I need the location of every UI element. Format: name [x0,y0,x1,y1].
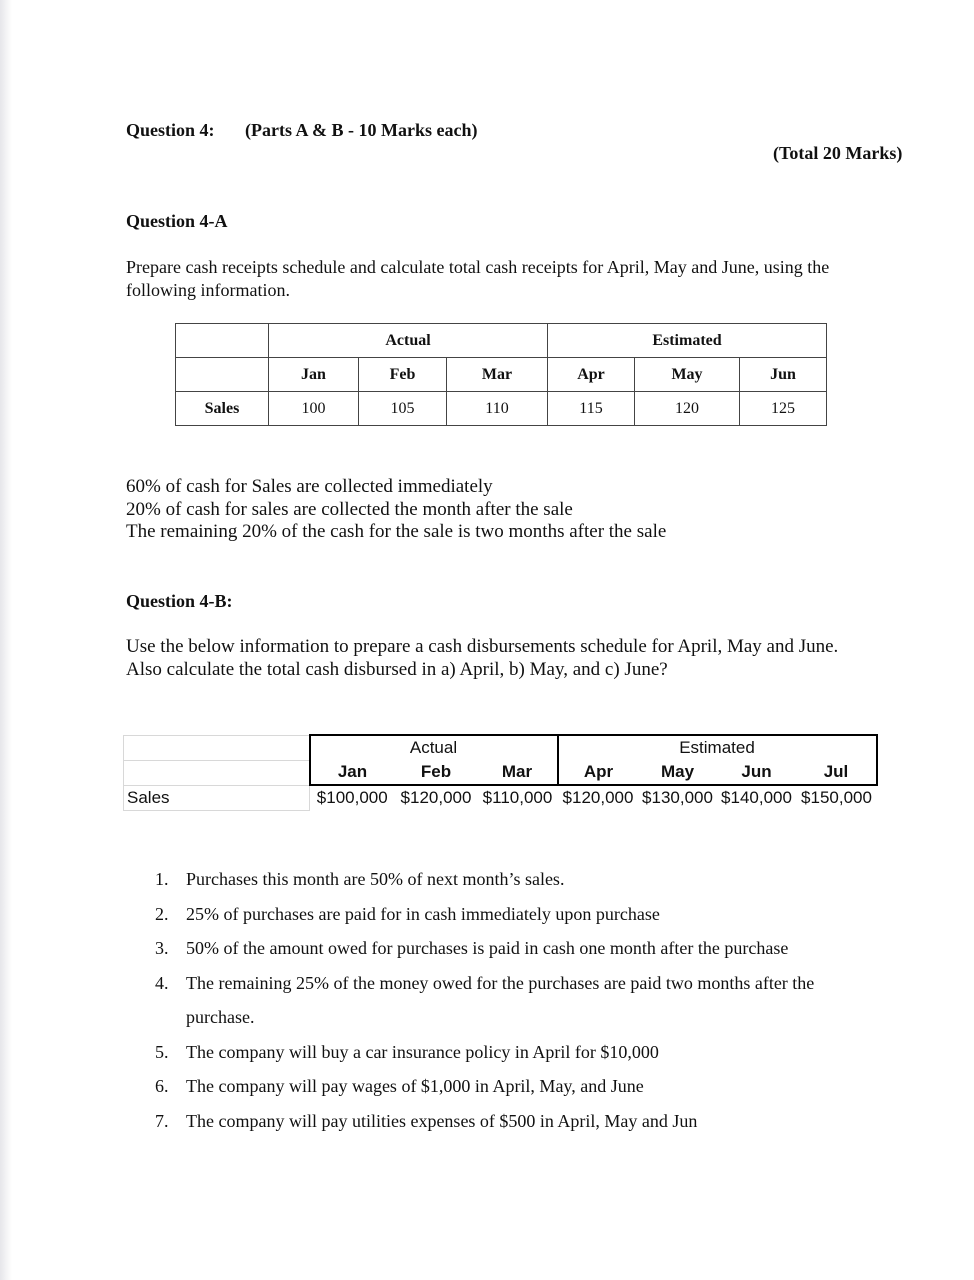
question-4b-intro-line-2: Also calculate the total cash disbursed in a) April, b) May, and c) June? [126,659,668,680]
question-4-total-marks: (Total 20 Marks) [773,143,903,163]
actual-header: Actual [310,735,558,760]
list-number: 1. [155,869,169,889]
list-item [155,1035,814,1070]
month-header: Mar [478,760,558,785]
question-4a-heading: Question 4-A [126,211,228,231]
sales-value: 110 [447,392,548,426]
list-number: 6. [155,1076,169,1096]
sales-value: $120,000 [562,788,634,807]
month-header: Feb [359,358,447,392]
list-number: 3. [155,938,169,958]
month-header: Apr [548,358,635,392]
list-text: The company will buy a car insurance policy in April for $10,000 [186,1041,659,1062]
month-header: Jan [269,358,359,392]
list-item [155,1104,814,1139]
list-text: The company will pay utilities expenses of $500 in April, May and Jun [186,1110,698,1131]
sales-value: 100 [269,392,359,426]
list-text: 50% of the amount owed for purchases is paid in cash one month after the purchase [186,938,789,958]
collection-note-2: 20% of cash for sales are collected the month after the sale [126,499,573,520]
month-header: Mar [447,358,548,392]
list-number: 4. [155,972,169,993]
sales-value: $140,000 [721,788,792,807]
collection-note-3: The remaining 20% of the cash for the sale is two months after the sale [126,521,667,542]
question-4b-intro-line-1: Use the below information to prepare a cash disbursements schedule for April, May and June. [126,636,839,657]
question-4-label: Question 4: [126,120,215,140]
table-row [124,760,877,785]
conditions-list [155,862,814,1138]
list-item [155,1069,814,1104]
sales-table-b-wrapper [123,734,878,811]
list-number: 5. [155,1041,169,1062]
sales-value: 125 [740,392,827,426]
list-text: The remaining 25% of the money owed for the purchases are paid two months after the [186,972,815,993]
empty-cell [124,735,310,760]
month-header: Feb [395,760,478,785]
estimated-header: Estimated [548,324,827,358]
month-header: Jan [310,760,395,785]
list-number: 7. [155,1110,169,1131]
question-4a-intro-line-1: Prepare cash receipts schedule and calculate total cash receipts for April, May and June, using the [126,257,830,277]
question-4a-intro-line-2: following information. [126,280,290,300]
month-header: May [635,358,740,392]
table-row [176,392,827,426]
estimated-header: Estimated [558,735,877,760]
empty-cell [176,324,269,358]
sales-value: 120 [635,392,740,426]
list-text: Purchases this month are 50% of next month’s sales. [186,869,565,889]
month-header: Jun [740,358,827,392]
list-item [155,966,814,1001]
table-row [176,358,827,392]
list-item [155,862,814,897]
list-number: 2. [155,903,169,924]
sales-table-a [175,323,827,426]
month-header: Jul [797,760,877,785]
empty-cell [176,358,269,392]
list-item [155,897,814,932]
page-edge-shadow [0,0,12,1280]
month-header: May [639,760,717,785]
sales-value: $120,000 [400,788,472,807]
sales-row-label: Sales [176,392,269,426]
list-text: 25% of purchases are paid for in cash immediately upon purchase [186,903,660,924]
list-item [155,931,814,966]
sales-value: $150,000 [801,788,872,807]
list-text: purchase. [186,1007,255,1027]
sales-value: 105 [359,392,447,426]
actual-header: Actual [269,324,548,358]
collection-note-1: 60% of cash for Sales are collected immediately [126,476,493,497]
list-item [155,1000,814,1035]
month-header: Apr [558,760,639,785]
sales-value: 115 [548,392,635,426]
question-4b-heading: Question 4-B: [126,591,233,611]
empty-cell [124,760,310,785]
table-row [176,324,827,358]
table-row [124,735,877,760]
sales-row-label: Sales [124,785,310,810]
list-text: The company will pay wages of $1,000 in April, May, and June [186,1076,644,1096]
sales-value: $130,000 [642,788,713,807]
question-4-parts: (Parts A & B - 10 Marks each) [245,120,478,140]
table-row [124,785,877,810]
month-header: Jun [717,760,797,785]
sales-table-b [123,734,878,811]
sales-value: $110,000 [482,788,553,807]
sales-value: $100,000 [316,788,388,807]
